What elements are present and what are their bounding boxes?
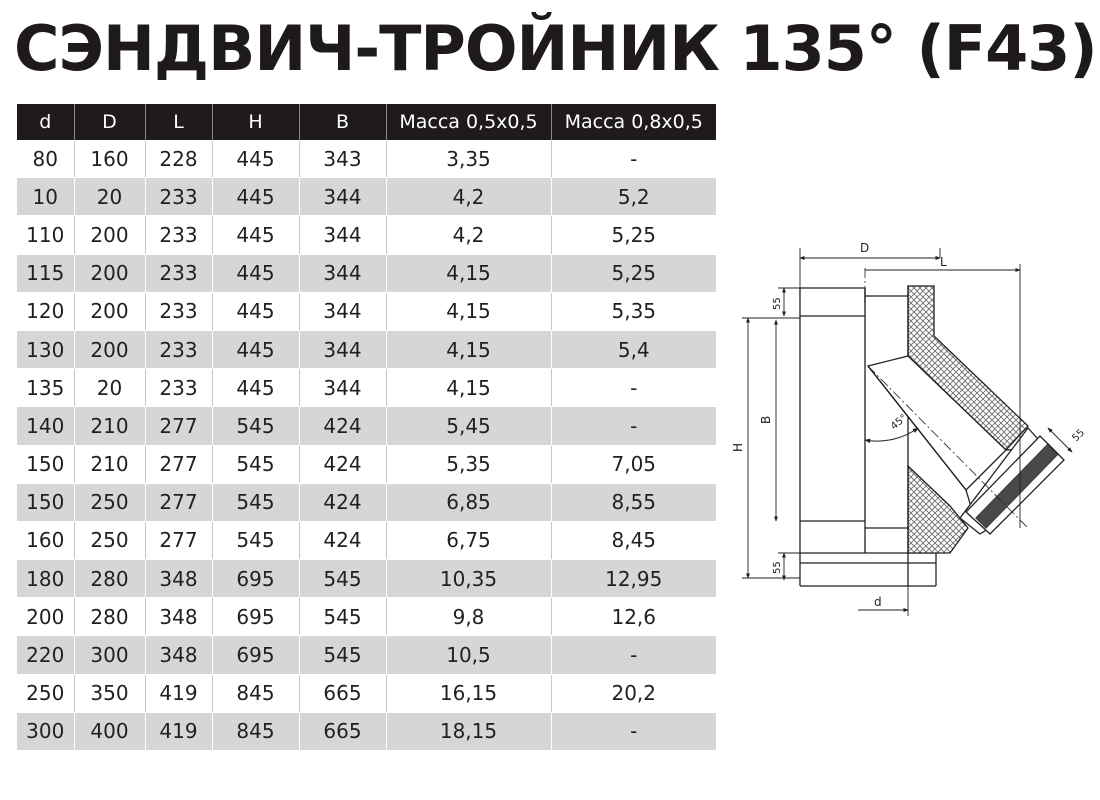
table-cell: 445 bbox=[212, 178, 299, 216]
table-cell: 445 bbox=[212, 369, 299, 407]
table-cell: 344 bbox=[299, 178, 386, 216]
table-row bbox=[17, 521, 716, 559]
table-row bbox=[17, 369, 716, 407]
table-cell: 220 bbox=[17, 636, 74, 674]
dimension-label-branch-55: 55 bbox=[1070, 427, 1088, 445]
dimension-label-H: H bbox=[731, 442, 745, 452]
table-cell: 135 bbox=[17, 369, 74, 407]
table-cell: 445 bbox=[212, 254, 299, 292]
dimension-label-L: L bbox=[940, 255, 947, 269]
table-cell: 10,35 bbox=[386, 560, 551, 598]
table-cell: 344 bbox=[299, 292, 386, 330]
table-cell: 233 bbox=[145, 254, 212, 292]
table-cell: 419 bbox=[145, 674, 212, 712]
table-cell: 845 bbox=[212, 712, 299, 750]
table-cell: 344 bbox=[299, 369, 386, 407]
table-cell: 200 bbox=[74, 292, 145, 330]
table-cell: 424 bbox=[299, 483, 386, 521]
table-cell: 150 bbox=[17, 445, 74, 483]
table-cell: 280 bbox=[74, 560, 145, 598]
tee-technical-drawing bbox=[728, 228, 1100, 628]
table-cell: 5,4 bbox=[551, 330, 716, 368]
table-cell: 350 bbox=[74, 674, 145, 712]
table-cell: 3,35 bbox=[386, 140, 551, 178]
table-cell: 4,15 bbox=[386, 254, 551, 292]
table-cell: 5,2 bbox=[551, 178, 716, 216]
table-cell: 110 bbox=[17, 216, 74, 254]
table-cell: 10,5 bbox=[386, 636, 551, 674]
table-cell: 6,85 bbox=[386, 483, 551, 521]
header-cell: B bbox=[299, 104, 386, 140]
table-row bbox=[17, 560, 716, 598]
header-cell: d bbox=[17, 104, 74, 140]
table-cell: 9,8 bbox=[386, 598, 551, 636]
table-cell: 80 bbox=[17, 140, 74, 178]
table-cell: 545 bbox=[299, 560, 386, 598]
dimension-label-B: B bbox=[759, 415, 773, 424]
table-cell: 233 bbox=[145, 216, 212, 254]
table-cell: 200 bbox=[74, 330, 145, 368]
table-cell: 4,2 bbox=[386, 178, 551, 216]
table-cell: 160 bbox=[17, 521, 74, 559]
table-cell: 300 bbox=[74, 636, 145, 674]
table-row bbox=[17, 407, 716, 445]
table-cell: 665 bbox=[299, 712, 386, 750]
table-cell: 5,35 bbox=[386, 445, 551, 483]
table-cell: 20,2 bbox=[551, 674, 716, 712]
table-cell: 200 bbox=[74, 254, 145, 292]
table-cell: 115 bbox=[17, 254, 74, 292]
table-cell: 400 bbox=[74, 712, 145, 750]
angle-arc bbox=[865, 428, 918, 441]
dimension-label-bottom-55: 55 bbox=[772, 561, 783, 574]
table-cell: 348 bbox=[145, 598, 212, 636]
table-cell: 344 bbox=[299, 330, 386, 368]
table-cell: 545 bbox=[299, 636, 386, 674]
table-cell: 445 bbox=[212, 216, 299, 254]
table-cell: 545 bbox=[212, 483, 299, 521]
table-cell: 5,25 bbox=[551, 216, 716, 254]
table-cell: 8,45 bbox=[551, 521, 716, 559]
table-cell: 120 bbox=[17, 292, 74, 330]
table-cell: 277 bbox=[145, 407, 212, 445]
table-cell: 4,15 bbox=[386, 330, 551, 368]
table-row bbox=[17, 674, 716, 712]
table-cell: 280 bbox=[74, 598, 145, 636]
page-title: СЭНДВИЧ-ТРОЙНИК 135° (F43) bbox=[14, 12, 1097, 85]
table-cell: 665 bbox=[299, 674, 386, 712]
table-cell: - bbox=[551, 636, 716, 674]
table-row bbox=[17, 292, 716, 330]
table-cell: 4,15 bbox=[386, 292, 551, 330]
table-cell: 445 bbox=[212, 292, 299, 330]
table-cell: 5,45 bbox=[386, 407, 551, 445]
table-cell: 140 bbox=[17, 407, 74, 445]
table-cell: 250 bbox=[17, 674, 74, 712]
table-cell: 344 bbox=[299, 254, 386, 292]
table-row bbox=[17, 140, 716, 178]
table-cell: - bbox=[551, 140, 716, 178]
table-cell: 6,75 bbox=[386, 521, 551, 559]
table-cell: 545 bbox=[212, 521, 299, 559]
table-cell: 233 bbox=[145, 292, 212, 330]
table-cell: 348 bbox=[145, 560, 212, 598]
table-cell: 424 bbox=[299, 445, 386, 483]
table-cell: 233 bbox=[145, 369, 212, 407]
table-cell: 277 bbox=[145, 483, 212, 521]
table-cell: 200 bbox=[74, 216, 145, 254]
inner-liner bbox=[865, 286, 908, 586]
table-cell: 150 bbox=[17, 483, 74, 521]
header-cell: L bbox=[145, 104, 212, 140]
table-cell: 18,15 bbox=[386, 712, 551, 750]
table-row bbox=[17, 445, 716, 483]
table-row bbox=[17, 178, 716, 216]
table-cell: 545 bbox=[212, 445, 299, 483]
table-cell: - bbox=[551, 369, 716, 407]
table-cell: 16,15 bbox=[386, 674, 551, 712]
table-cell: 445 bbox=[212, 330, 299, 368]
header-cell: H bbox=[212, 104, 299, 140]
table-cell: 160 bbox=[74, 140, 145, 178]
table-cell: 4,2 bbox=[386, 216, 551, 254]
table-cell: 210 bbox=[74, 445, 145, 483]
table-cell: 277 bbox=[145, 445, 212, 483]
dimension-label-D: D bbox=[860, 241, 870, 255]
table-header-row bbox=[17, 104, 716, 140]
table-cell: 10 bbox=[17, 178, 74, 216]
table-cell: 545 bbox=[299, 598, 386, 636]
table-row bbox=[17, 598, 716, 636]
table-cell: 343 bbox=[299, 140, 386, 178]
table-cell: 445 bbox=[212, 140, 299, 178]
table-cell: 424 bbox=[299, 407, 386, 445]
angle-label: 45° bbox=[888, 412, 910, 433]
dimension-label-top-55: 55 bbox=[772, 297, 783, 310]
table-cell: 210 bbox=[74, 407, 145, 445]
table-cell: 545 bbox=[212, 407, 299, 445]
table-cell: 845 bbox=[212, 674, 299, 712]
table-row bbox=[17, 483, 716, 521]
table-cell: 200 bbox=[17, 598, 74, 636]
table-cell: 695 bbox=[212, 560, 299, 598]
table-row bbox=[17, 636, 716, 674]
table-cell: 233 bbox=[145, 178, 212, 216]
table-row bbox=[17, 254, 716, 292]
table-cell: 250 bbox=[74, 521, 145, 559]
table-cell: 12,95 bbox=[551, 560, 716, 598]
header-cell: Масса 0,8х0,5 bbox=[551, 104, 716, 140]
table-cell: 180 bbox=[17, 560, 74, 598]
table-cell: - bbox=[551, 407, 716, 445]
table-row bbox=[17, 216, 716, 254]
table-cell: 300 bbox=[17, 712, 74, 750]
header-cell: D bbox=[74, 104, 145, 140]
header-cell: Масса 0,5х0,5 bbox=[386, 104, 551, 140]
table-cell: 12,6 bbox=[551, 598, 716, 636]
table-cell: 277 bbox=[145, 521, 212, 559]
table-cell: 695 bbox=[212, 636, 299, 674]
table-cell: 348 bbox=[145, 636, 212, 674]
table-cell: 5,35 bbox=[551, 292, 716, 330]
table-cell: 7,05 bbox=[551, 445, 716, 483]
table-cell: 228 bbox=[145, 140, 212, 178]
spec-table bbox=[17, 104, 716, 751]
table-cell: 20 bbox=[74, 369, 145, 407]
dimension-label-d: d bbox=[874, 595, 882, 609]
table-cell: 130 bbox=[17, 330, 74, 368]
table-cell: 20 bbox=[74, 178, 145, 216]
table-cell: - bbox=[551, 712, 716, 750]
table-cell: 419 bbox=[145, 712, 212, 750]
table-row bbox=[17, 330, 716, 368]
table-cell: 233 bbox=[145, 330, 212, 368]
table-row bbox=[17, 712, 716, 750]
table-cell: 5,25 bbox=[551, 254, 716, 292]
table-cell: 344 bbox=[299, 216, 386, 254]
table-cell: 8,55 bbox=[551, 483, 716, 521]
table-cell: 4,15 bbox=[386, 369, 551, 407]
table-cell: 424 bbox=[299, 521, 386, 559]
table-cell: 250 bbox=[74, 483, 145, 521]
table-cell: 695 bbox=[212, 598, 299, 636]
